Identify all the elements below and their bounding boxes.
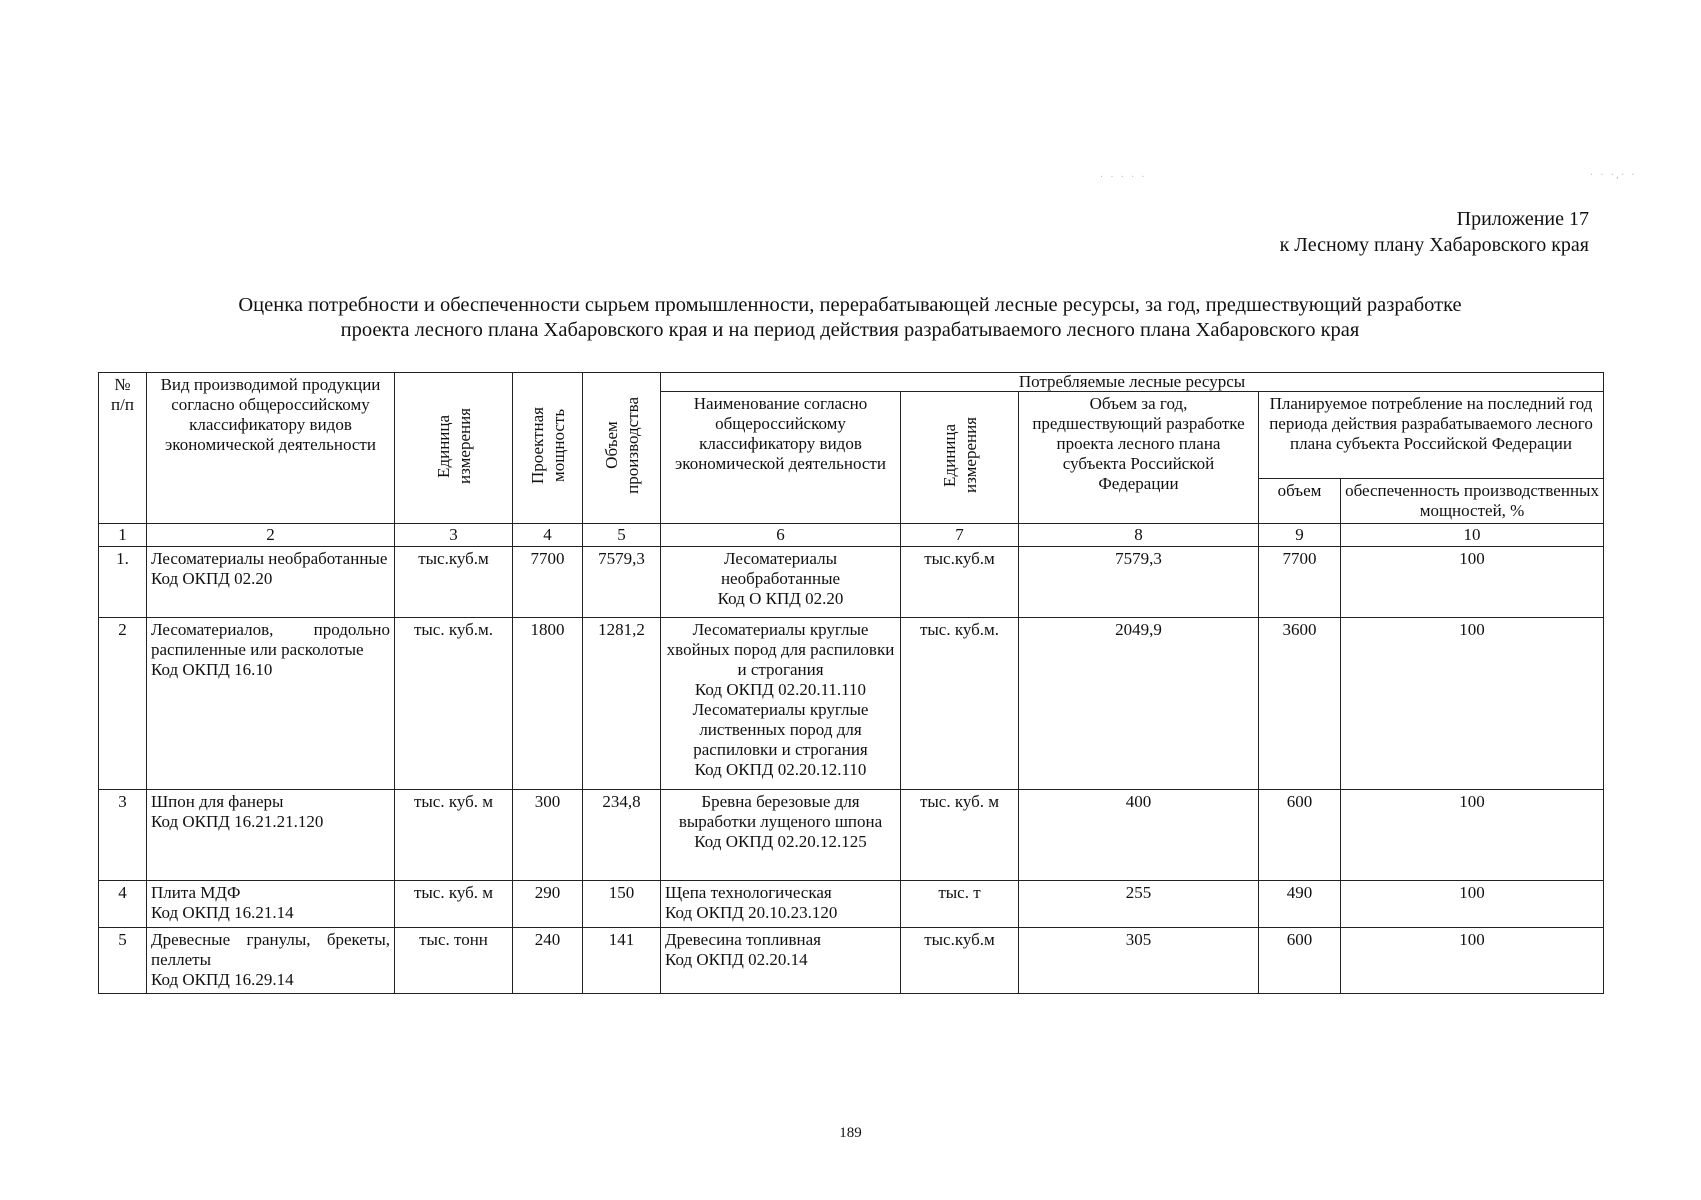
row-planned-supply: 100 bbox=[1341, 547, 1604, 618]
row-product: Лесоматериалы необработанные Код ОКПД 02.20 bbox=[147, 547, 395, 618]
row-volume: 7579,3 bbox=[583, 547, 661, 618]
row-res-unit: тыс.куб.м bbox=[901, 928, 1019, 994]
row-planned-volume: 7700 bbox=[1259, 547, 1341, 618]
header-res-name: Наименование согласно общероссийскому классификатору видов экономической деятельности bbox=[661, 392, 901, 524]
appendix-line-2: к Лесному плану Хабаровского края bbox=[1279, 234, 1589, 256]
row-planned-volume: 600 bbox=[1259, 928, 1341, 994]
header-row-1 bbox=[99, 373, 1604, 392]
row-prev-year: 2049,9 bbox=[1019, 618, 1259, 790]
row-volume: 150 bbox=[583, 881, 661, 928]
page-number: 189 bbox=[839, 1125, 862, 1141]
col-number: 6 bbox=[661, 524, 901, 547]
row-planned-supply: 100 bbox=[1341, 881, 1604, 928]
row-planned-volume: 600 bbox=[1259, 790, 1341, 881]
row-num: 4 bbox=[99, 881, 147, 928]
row-res-name: Щепа технологическая Код ОКПД 20.10.23.120 bbox=[661, 881, 901, 928]
row-capacity: 290 bbox=[513, 881, 583, 928]
col-number: 4 bbox=[513, 524, 583, 547]
row-prev-year: 7579,3 bbox=[1019, 547, 1259, 618]
row-product: Лесоматериалов, продольно распиленные или расколотые Код ОКПД 16.10 bbox=[147, 618, 395, 790]
row-planned-volume: 490 bbox=[1259, 881, 1341, 928]
row-unit: тыс.куб.м bbox=[395, 547, 513, 618]
header-unit-text: Единица измерения bbox=[433, 407, 474, 484]
header-capacity bbox=[513, 373, 583, 524]
row-planned-volume: 3600 bbox=[1259, 618, 1341, 790]
title-line-1: Оценка потребности и обеспеченности сырьем промышленности, перерабатывающей лесные ресурсы, за год, предшествующий разработке bbox=[238, 294, 1462, 316]
row-prev-year: 305 bbox=[1019, 928, 1259, 994]
header-volume bbox=[583, 373, 661, 524]
row-unit: тыс. куб. м bbox=[395, 881, 513, 928]
row-res-unit: тыс. куб. м bbox=[901, 790, 1019, 881]
header-prev-year: Объем за год, предшествующий разработке проекта лесного плана субъекта Российской Федерации bbox=[1019, 392, 1259, 524]
row-volume: 141 bbox=[583, 928, 661, 994]
row-product: Древесные гранулы, брекеты, пеллеты Код ОКПД 16.29.14 bbox=[147, 928, 395, 994]
header-volume-text: Объем производства bbox=[601, 397, 642, 494]
table-row bbox=[99, 618, 1604, 790]
row-res-name: Древесина топливная Код ОКПД 02.20.14 bbox=[661, 928, 901, 994]
col-number: 8 bbox=[1019, 524, 1259, 547]
resources-table bbox=[98, 372, 1604, 994]
row-res-name: Лесоматериалы круглые хвойных пород для распиловки и строгания Код ОКПД 02.20.11.110 Лесоматериалы круглые лиственных пород для распиловки и строгания Код ОКПД 02.20.12.110 bbox=[661, 618, 901, 790]
row-volume: 1281,2 bbox=[583, 618, 661, 790]
row-num: 5 bbox=[99, 928, 147, 994]
header-capacity-text: Проектная мощность bbox=[527, 407, 568, 484]
row-product: Плита МДФ Код ОКПД 16.21.14 bbox=[147, 881, 395, 928]
table-row bbox=[99, 881, 1604, 928]
row-unit: тыс. тонн bbox=[395, 928, 513, 994]
col-number: 2 bbox=[147, 524, 395, 547]
row-prev-year: 400 bbox=[1019, 790, 1259, 881]
table-row bbox=[99, 928, 1604, 994]
header-planned-group: Планируемое потребление на последний год периода действия разрабатываемого лесного плана субъекта Российской Федерации bbox=[1259, 392, 1604, 479]
row-res-name: Лесоматериалы необработанные Код О КПД 02.20 bbox=[661, 547, 901, 618]
header-consumed-group: Потребляемые лесные ресурсы bbox=[661, 373, 1604, 392]
title-line-2: проекта лесного плана Хабаровского края и на период действия разрабатываемого лесного плана Хабаровского края bbox=[340, 319, 1360, 341]
row-product: Шпон для фанеры Код ОКПД 16.21.21.120 bbox=[147, 790, 395, 881]
table-row bbox=[99, 547, 1604, 618]
header-product: Вид производимой продукции согласно общероссийскому классификатору видов экономической деятельности bbox=[147, 373, 395, 524]
scan-speck: · · ·,· · bbox=[1590, 170, 1637, 181]
row-num: 2 bbox=[99, 618, 147, 790]
row-capacity: 300 bbox=[513, 790, 583, 881]
table-row bbox=[99, 790, 1604, 881]
header-unit bbox=[395, 373, 513, 524]
col-number: 7 bbox=[901, 524, 1019, 547]
header-res-unit bbox=[901, 392, 1019, 524]
row-unit: тыс. куб.м. bbox=[395, 618, 513, 790]
header-res-unit-text: Единица измерения bbox=[939, 417, 980, 493]
row-unit: тыс. куб. м bbox=[395, 790, 513, 881]
header-planned-volume: объем bbox=[1259, 479, 1341, 524]
appendix-line-1: Приложение 17 bbox=[1456, 208, 1589, 230]
row-num: 3 bbox=[99, 790, 147, 881]
col-number: 3 bbox=[395, 524, 513, 547]
row-planned-supply: 100 bbox=[1341, 618, 1604, 790]
row-res-unit: тыс. куб.м. bbox=[901, 618, 1019, 790]
row-prev-year: 255 bbox=[1019, 881, 1259, 928]
row-capacity: 1800 bbox=[513, 618, 583, 790]
scan-speck: · · · · · bbox=[1100, 172, 1147, 183]
col-number: 1 bbox=[99, 524, 147, 547]
row-volume: 234,8 bbox=[583, 790, 661, 881]
row-capacity: 7700 bbox=[513, 547, 583, 618]
col-number: 5 bbox=[583, 524, 661, 547]
header-num: № п/п bbox=[99, 373, 147, 524]
column-number-row bbox=[99, 524, 1604, 547]
col-number: 9 bbox=[1259, 524, 1341, 547]
appendix-note bbox=[1280, 206, 1589, 258]
row-capacity: 240 bbox=[513, 928, 583, 994]
row-res-unit: тыс. т bbox=[901, 881, 1019, 928]
row-planned-supply: 100 bbox=[1341, 928, 1604, 994]
row-planned-supply: 100 bbox=[1341, 790, 1604, 881]
header-planned-supply: обеспеченность производственных мощностей, % bbox=[1341, 479, 1604, 524]
row-res-name: Бревна березовые для выработки лущеного шпона Код ОКПД 02.20.12.125 bbox=[661, 790, 901, 881]
row-res-unit: тыс.куб.м bbox=[901, 547, 1019, 618]
document-title bbox=[100, 293, 1600, 343]
row-num: 1. bbox=[99, 547, 147, 618]
col-number: 10 bbox=[1341, 524, 1604, 547]
